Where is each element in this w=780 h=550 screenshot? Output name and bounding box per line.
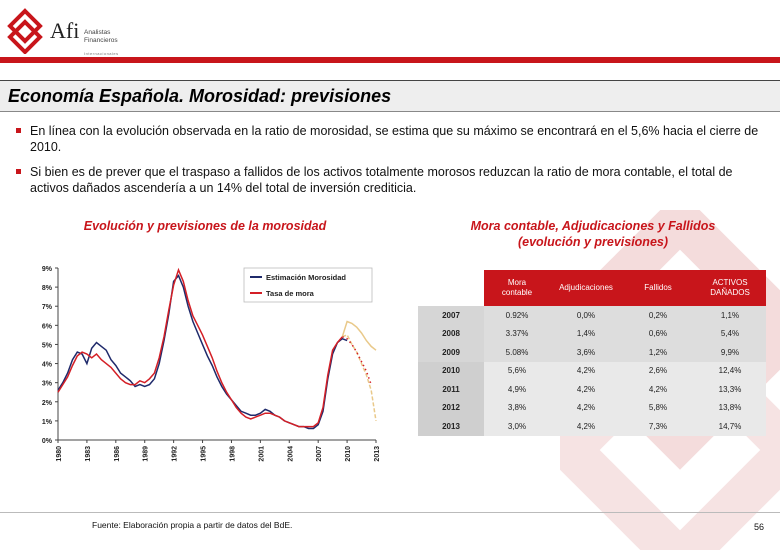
table-value-cell: 5,8% bbox=[622, 399, 694, 418]
y-tick-label: 8% bbox=[41, 285, 52, 293]
y-tick-label: 9% bbox=[41, 266, 52, 273]
table-value-cell: 0,2% bbox=[622, 306, 694, 325]
y-tick-label: 5% bbox=[41, 342, 52, 350]
table-header-adjudicaciones: Adjudicaciones bbox=[550, 270, 622, 306]
x-tick-label: 1983 bbox=[84, 446, 92, 462]
y-tick-label: 0% bbox=[41, 438, 52, 445]
table-header-activos-line1: ACTIVOS bbox=[712, 278, 748, 287]
table-header-blank bbox=[418, 270, 484, 306]
y-tick-label: 6% bbox=[41, 323, 52, 331]
table-value-cell: 4,2% bbox=[550, 362, 622, 381]
bullet-1-text: En línea con la evolución observada en la ratio de morosidad, se estima que su máximo se encontrará en el 5,6% hacia el cierre de 2010. bbox=[30, 124, 759, 154]
table-value-cell: 0.92% bbox=[484, 306, 550, 325]
table-value-cell: 5.08% bbox=[484, 343, 550, 362]
bullet-marker bbox=[16, 128, 21, 133]
y-tick-label: 1% bbox=[41, 418, 52, 426]
table-year-cell: 2009 bbox=[418, 343, 484, 362]
logo-subtitle-line1: Analistas bbox=[84, 29, 111, 36]
table-title-line1: Mora contable, Adjudicaciones y Fallidos bbox=[470, 219, 716, 233]
morosidad-line-chart bbox=[28, 258, 388, 470]
header-red-bar bbox=[0, 57, 780, 63]
table-title-line2: (evolución y previsiones) bbox=[517, 235, 669, 249]
legend-label: Estimación Morosidad bbox=[266, 273, 347, 282]
table-value-cell: 2,6% bbox=[622, 362, 694, 381]
table-year-cell: 2007 bbox=[418, 306, 484, 325]
line-chart-title: Evolución y previsiones de la morosidad bbox=[83, 219, 327, 233]
table-value-cell: 3.37% bbox=[484, 325, 550, 344]
footer-divider bbox=[0, 512, 780, 513]
table-value-cell: 4,9% bbox=[484, 380, 550, 399]
bullet-1 bbox=[30, 123, 770, 155]
y-tick-label: 2% bbox=[41, 399, 52, 407]
page-title: Economía Española. Morosidad: previsiones bbox=[8, 86, 392, 106]
table-body bbox=[418, 306, 766, 436]
table-row bbox=[418, 343, 766, 362]
chart-legend bbox=[244, 268, 372, 302]
table-value-cell: 5,4% bbox=[694, 325, 766, 344]
x-tick-label: 1995 bbox=[200, 446, 208, 462]
table-value-cell: 0,0% bbox=[550, 306, 622, 325]
afi-logo bbox=[6, 8, 136, 54]
table-value-cell: 3,0% bbox=[484, 417, 550, 436]
table-value-cell: 14,7% bbox=[694, 417, 766, 436]
table-row bbox=[418, 417, 766, 436]
x-tick-label: 2004 bbox=[287, 446, 295, 462]
table-value-cell: 3,8% bbox=[484, 399, 550, 418]
bullet-marker bbox=[16, 169, 21, 174]
table-value-cell: 9,9% bbox=[694, 343, 766, 362]
table-value-cell: 5,6% bbox=[484, 362, 550, 381]
y-tick-label: 4% bbox=[41, 361, 52, 369]
series-line-4 bbox=[342, 337, 371, 385]
y-tick-label: 7% bbox=[41, 304, 52, 312]
table-row bbox=[418, 306, 766, 325]
table-year-cell: 2010 bbox=[418, 362, 484, 381]
table-header-activos-line2: DAÑADOS bbox=[710, 288, 750, 297]
legend-label: Tasa de mora bbox=[266, 289, 314, 298]
table-value-cell: 4,2% bbox=[622, 380, 694, 399]
table-value-cell: 1,2% bbox=[622, 343, 694, 362]
bullet-2 bbox=[30, 164, 770, 196]
table-header-row bbox=[418, 270, 766, 306]
x-tick-label: 1986 bbox=[113, 446, 121, 462]
table-year-cell: 2008 bbox=[418, 325, 484, 344]
x-tick-label: 1980 bbox=[56, 446, 63, 462]
table-value-cell: 4,2% bbox=[550, 417, 622, 436]
table-value-cell: 13,3% bbox=[694, 380, 766, 399]
x-tick-label: 1998 bbox=[229, 446, 237, 462]
x-tick-label: 2007 bbox=[316, 446, 324, 462]
table-header-mora-line1: Mora bbox=[507, 278, 527, 287]
x-tick-label: 2001 bbox=[258, 446, 266, 462]
y-tick-label: 3% bbox=[41, 380, 52, 388]
table-title bbox=[438, 218, 748, 250]
table-row bbox=[418, 380, 766, 399]
table-value-cell: 7,3% bbox=[622, 417, 694, 436]
table-value-cell: 1,1% bbox=[694, 306, 766, 325]
mora-table bbox=[418, 270, 766, 436]
logo-wordmark: Afi bbox=[50, 18, 80, 43]
source-note: Fuente: Elaboración propia a partir de datos del BdE. bbox=[92, 520, 293, 530]
table-header-fallidos: Fallidos bbox=[622, 270, 694, 306]
table-value-cell: 4,2% bbox=[550, 399, 622, 418]
logo-subtitle-line3: Internacionales bbox=[84, 51, 119, 56]
series-line-3 bbox=[342, 335, 376, 421]
table-year-cell: 2011 bbox=[418, 380, 484, 399]
table-row bbox=[418, 325, 766, 344]
table-header-activos bbox=[694, 270, 766, 306]
page-number: 56 bbox=[754, 522, 765, 532]
logo-subtitle bbox=[84, 29, 144, 45]
table-value-cell: 4,2% bbox=[550, 380, 622, 399]
table-value-cell: 0,6% bbox=[622, 325, 694, 344]
table-value-cell: 13,8% bbox=[694, 399, 766, 418]
x-tick-label: 2013 bbox=[374, 446, 381, 462]
table-header-mora bbox=[484, 270, 550, 306]
table-row bbox=[418, 399, 766, 418]
x-tick-label: 2010 bbox=[345, 446, 353, 462]
x-tick-label: 1992 bbox=[171, 446, 179, 462]
table-header-mora-line2: contable bbox=[501, 288, 533, 297]
table-year-cell: 2012 bbox=[418, 399, 484, 418]
logo-icon bbox=[6, 8, 44, 54]
table-year-cell: 2013 bbox=[418, 417, 484, 436]
x-tick-label: 1989 bbox=[142, 446, 150, 462]
table-value-cell: 1,4% bbox=[550, 325, 622, 344]
table-row bbox=[418, 362, 766, 381]
bullet-2-text: Si bien es de prever que el traspaso a fallidos de los activos totalmente morosos reduzcan la ratio de mora contable, el total de activos dañados ascendería a un 14% del total de inversión crediticia. bbox=[30, 165, 733, 195]
table-value-cell: 3,6% bbox=[550, 343, 622, 362]
table-value-cell: 12,4% bbox=[694, 362, 766, 381]
logo-subtitle-line2: Financieros bbox=[84, 37, 118, 44]
